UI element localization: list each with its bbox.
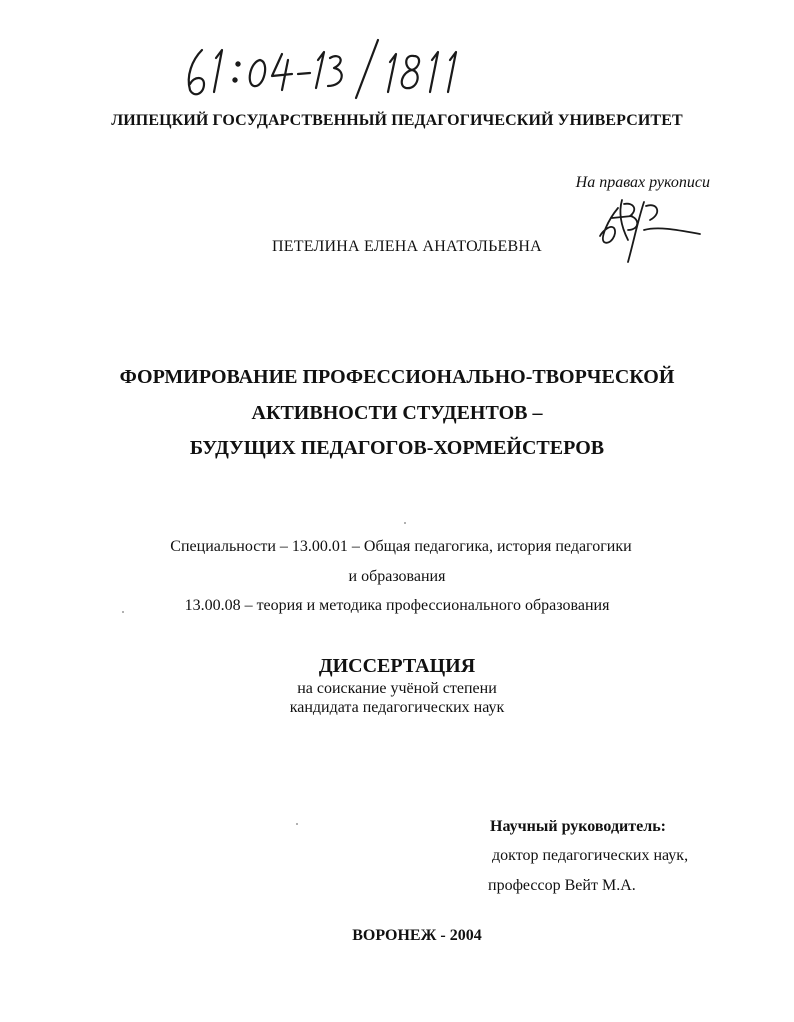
- university-name: ЛИПЕЦКИЙ ГОСУДАРСТВЕННЫЙ ПЕДАГОГИЧЕСКИЙ УНИВЕРСИТЕТ: [111, 112, 683, 129]
- specialty-line-2: и образования: [348, 568, 446, 585]
- handwritten-archive-code: [178, 32, 478, 102]
- scan-speck: [122, 611, 124, 613]
- supervisor-degree: доктор педагогических наук,: [492, 847, 689, 864]
- specialty-line-1: Специальности – 13.00.01 – Общая педагогика, история педагогики: [170, 538, 632, 555]
- scan-speck: [404, 522, 406, 524]
- manuscript-rights-note: На правах рукописи: [575, 174, 710, 191]
- author-name: ПЕТЕЛИНА ЕЛЕНА АНАТОЛЬЕВНА: [272, 238, 542, 255]
- dissertation-title-line-2: АКТИВНОСТИ СТУДЕНТОВ –: [251, 402, 543, 424]
- degree-purpose-line-1: на соискание учёной степени: [297, 680, 497, 697]
- specialty-line-3: 13.00.08 – теория и методика профессионального образования: [184, 597, 610, 614]
- dissertation-title-line-3: БУДУЩИХ ПЕДАГОГОВ-ХОРМЕЙСТЕРОВ: [189, 437, 605, 459]
- city-year: ВОРОНЕЖ - 2004: [352, 927, 482, 944]
- dissertation-title-line-1: ФОРМИРОВАНИЕ ПРОФЕССИОНАЛЬНО-ТВОРЧЕСКОЙ: [119, 366, 675, 388]
- degree-purpose-line-2: кандидата педагогических наук: [289, 699, 505, 716]
- supervisor-label: Научный руководитель:: [490, 818, 666, 835]
- supervisor-name: профессор Вейт М.А.: [488, 877, 636, 894]
- scan-speck: [296, 823, 298, 825]
- dissertation-heading: ДИССЕРТАЦИЯ: [318, 655, 476, 677]
- author-signature: [588, 190, 718, 270]
